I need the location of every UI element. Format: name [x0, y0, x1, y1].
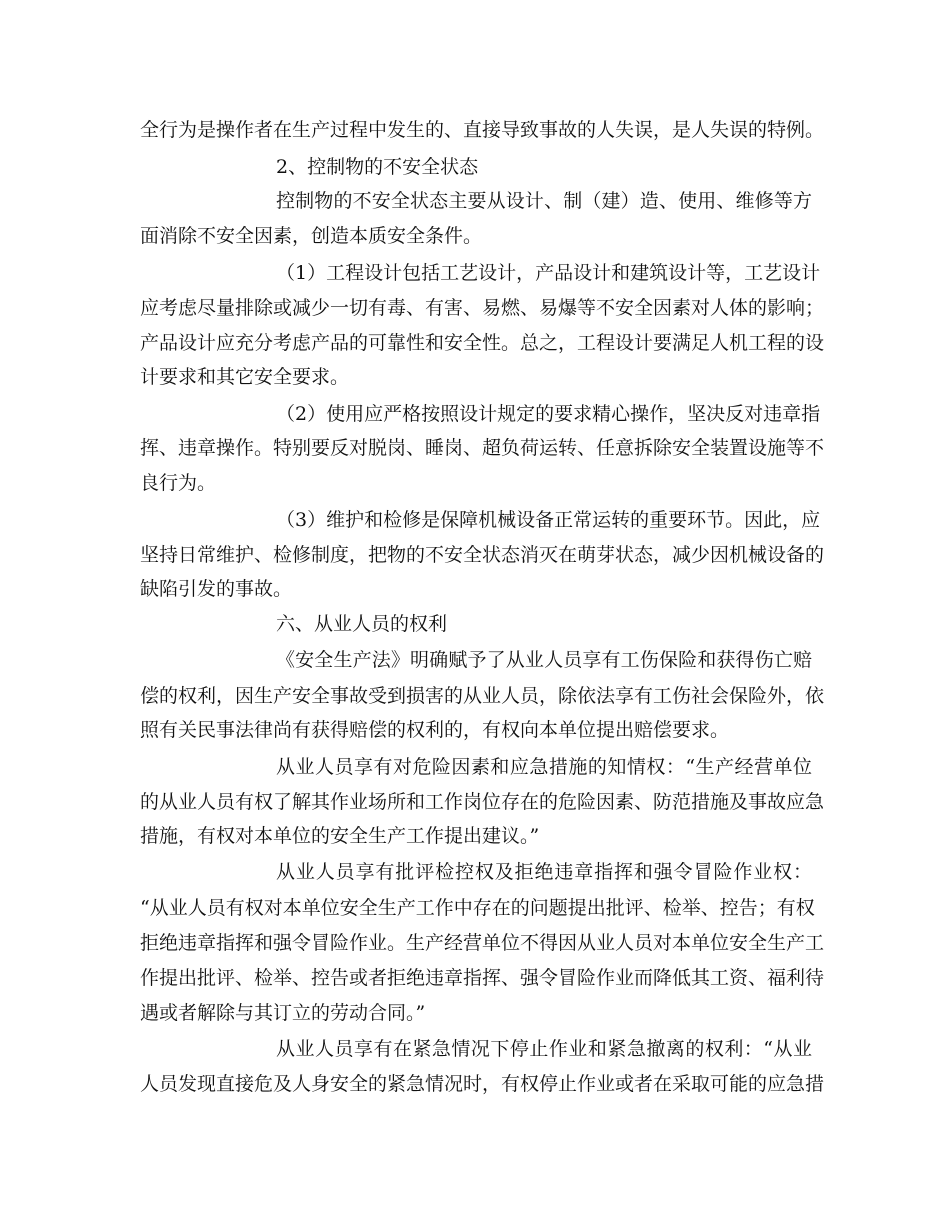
text-line: 遇或者解除与其订立的劳动合同。”: [140, 1002, 426, 1024]
text-line: 的从业人员有权了解其作业场所和工作岗位存在的危险因素、防范措施及事故应急: [140, 791, 825, 813]
text-line: 从业人员享有在紧急情况下停止作业和紧急撤离的权利：“从业: [276, 1038, 812, 1060]
text-line: 《安全生产法》明确赋予了从业人员享有工伤保险和获得伤亡赔: [276, 649, 812, 671]
text-line: 人员发现直接危及人身安全的紧急情况时，有权停止作业或者在采取可能的应急措: [140, 1073, 825, 1095]
text-line: 面消除不安全因素，创造本质安全条件。: [140, 225, 483, 247]
text-line: 作提出批评、检举、控告或者拒绝违章指挥、强令冒险作业而降低其工资、福利待: [140, 967, 825, 989]
text-line: 全行为是操作者在生产过程中发生的、直接导致事故的人失误，是人失误的特例。: [140, 119, 825, 141]
text-line: （3）维护和检修是保障机械设备正常运转的重要环节。因此，应: [276, 509, 821, 531]
text-line: 措施，有权对本单位的安全生产工作提出建议。”: [140, 825, 540, 847]
text-line: （1）工程设计包括工艺设计，产品设计和建筑设计等，工艺设计: [276, 262, 821, 284]
text-line: 挥、违章操作。特别要反对脱岗、睡岗、超负荷运转、任意拆除安全装置设施等不: [140, 437, 825, 459]
text-line: 良行为。: [140, 472, 217, 494]
text-line: 偿的权利，因生产安全事故受到损害的从业人员，除依法享有工伤社会保险外，依: [140, 685, 825, 707]
text-line: 从业人员享有对危险因素和应急措施的知情权：“生产经营单位: [276, 756, 812, 778]
section-heading: 六、从业人员的权利: [276, 613, 448, 635]
text-line: 缺陷引发的事故。: [140, 578, 293, 600]
text-line: 控制物的不安全状态主要从设计、制（建）造、使用、维修等方: [276, 190, 812, 212]
text-line: 产品设计应充分考虑产品的可靠性和安全性。总之，工程设计要满足人机工程的设: [140, 332, 825, 354]
text-line: 计要求和其它安全要求。: [140, 366, 350, 388]
text-line: 照有关民事法律尚有获得赔偿的权利的，有权向本单位提出赔偿要求。: [140, 719, 730, 741]
text-line: 坚持日常维护、检修制度，把物的不安全状态消灭在萌芽状态，减少因机械设备的: [140, 544, 825, 566]
section-heading: 2、控制物的不安全状态: [276, 156, 479, 178]
text-line: 拒绝违章指挥和强令冒险作业。生产经营单位不得因从业人员对本单位安全生产工: [140, 932, 825, 954]
text-line: （2）使用应严格按照设计规定的要求精心操作，坚决反对违章指: [276, 403, 821, 425]
text-line: 应考虑尽量排除或减少一切有毒、有害、易燃、易爆等不安全因素对人体的影响；: [140, 297, 825, 319]
text-line: “从业人员有权对本单位安全生产工作中存在的问题提出批评、检举、控告；有权: [140, 897, 815, 919]
text-line: 从业人员享有批评检控权及拒绝违章指挥和强令冒险作业权：: [276, 861, 812, 883]
